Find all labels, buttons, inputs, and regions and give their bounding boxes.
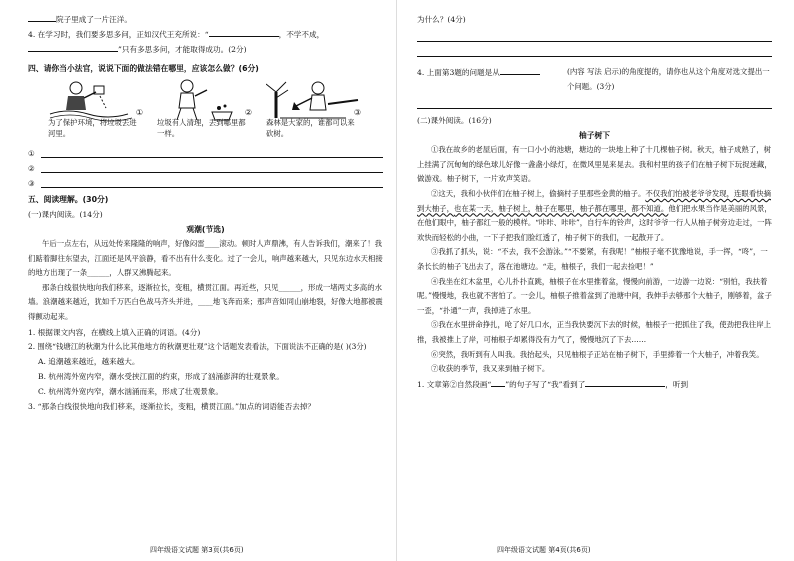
question-4 xyxy=(417,65,772,80)
text: ，听到 xyxy=(665,379,689,389)
passage-paragraph-1: 午后一点左右，从远处传来隆隆的响声，好像闷雷____滚动。顿时人声鼎沸，有人告诉我们，潮来了！我们踮着脚往东望去，江面还是风平浪静，看不出有什么变化。过了一会儿，响声越来越大，只见东边水天相接的地方出现了一条______，人群又沸腾起来。 xyxy=(28,239,383,278)
subsection-1: (一)课内阅读。(14分) xyxy=(28,210,103,219)
question-3-cont: 为什么？(4分) xyxy=(417,15,466,24)
answer-field[interactable] xyxy=(41,147,383,158)
answer-field[interactable] xyxy=(41,177,383,188)
passage-paragraph-2 xyxy=(417,187,772,245)
passage-paragraph-2: 那条白线很快地向我们移来，逐渐拉长，变粗，横贯江面。再近些，只见______，形成一堵两丈多高的水墙。浪潮越来越近，犹如千万匹白色战马齐头并进，____地飞奔而来；那声音如同山崩地裂，好像大地都被震得颤动起来。 xyxy=(28,282,383,321)
option-c: C. 杭州湾外宽内窄，潮水汹涌而来，形成了壮观景象。 xyxy=(38,387,224,397)
text: 他们把水果当作是美丽的风景，在他们眼中，柚子都红一般的模样。“咔咔、咔咔”，自行车的铃声，这时爷爷一行人从柚子树旁边走过，一阵欢快而轻松的小曲，一下子把我们脸红透了，柚子树下的我们，一起散开了。 xyxy=(417,203,772,242)
text: 院子里成了一片汪洋。 xyxy=(56,15,132,24)
answer-field[interactable] xyxy=(417,42,772,57)
text: ”只有多思多问，才能取得成功。(2分) xyxy=(118,45,247,54)
picture-caption: 为了保护环境，将垃圾丢进河里。 xyxy=(48,118,137,138)
question-1 xyxy=(417,377,772,392)
fill-blank[interactable] xyxy=(491,377,505,387)
passage-paragraph-1: ①我在故乡的老屋后面，有一口小小的池塘，塘边的一块地上种了十几棵柚子树。秋天，柚子成熟了，树上挂满了沉甸甸的绿色球儿好像一盏盏小绿灯，在微风里晃来晃去。我和村里的孩子们在柚子树下玩捉迷藏，做游戏。柚子树下，一片欢声笑语。 xyxy=(417,145,772,184)
underlined-sentence: 不仅我们怕被老爷爷发现，连眼看快摘到大柚子， xyxy=(417,188,771,213)
answer-line-2 xyxy=(28,158,383,173)
text: 4. 在学习时，我们要多思多问，正如汉代王充所说：“ xyxy=(28,30,209,39)
answer-field[interactable] xyxy=(417,27,772,42)
question-3: 3. “那条白线很快地向我们移来，逐渐拉长，变粗，横贯江面。”加点的词语能否去掉？ xyxy=(28,402,315,412)
picture-caption: 垃圾有人清理，丢到哪里都一样。 xyxy=(157,118,246,138)
picture-1 xyxy=(48,78,143,139)
picture-number: ② xyxy=(244,108,252,117)
left-line-1 xyxy=(28,12,383,27)
picture-number: ③ xyxy=(353,108,361,117)
option-b: B. 杭州湾外宽内窄，潮水受挟江面的约束，形成了汹涌澎湃的壮观景象。 xyxy=(38,372,284,382)
answer-line-3 xyxy=(28,173,383,188)
text: 4. 上面第3题的问题是从 xyxy=(417,68,500,77)
underlined-sentence: 也在某一天，柚子树上，柚子在哪里，柚子都在哪里，都不知道。 xyxy=(453,203,669,213)
text: ① xyxy=(28,149,35,158)
text: ，不学不成， xyxy=(278,30,325,39)
question-4-cont: (内容 写法 启示)的角度提的，请你也从这个角度对选文提出一个问题。(3分) xyxy=(567,67,770,91)
picture-caption: 森林是大家的，谁都可以来砍树。 xyxy=(266,118,355,138)
text: ② xyxy=(28,164,35,173)
picture-2 xyxy=(157,78,252,139)
picture-number: ① xyxy=(135,108,143,117)
answer-lines xyxy=(28,143,383,188)
text: ”的句子写了“我”看到了 xyxy=(505,379,586,389)
page-footer: 四年级语文试题 第3页(共6页) xyxy=(150,546,244,554)
question-2: 2. 围绕“钱塘江的秋潮为什么比其他地方的秋潮更壮观”这个话题发表看法，下面说法不正确的是( )(3分) xyxy=(28,341,367,351)
text: 1. 文章第②自然段画“ xyxy=(417,379,492,389)
passage-paragraph-7: ⑦收获的季节，我又来到柚子树下。 xyxy=(431,364,550,374)
passage-title: 观潮(节选) xyxy=(186,225,225,234)
right-page xyxy=(397,0,794,561)
text: ③ xyxy=(28,179,35,188)
fill-blank[interactable] xyxy=(209,27,279,37)
section-4-heading: 四、请你当小法官，说说下面的做法错在哪里，应该怎么做？(6分) xyxy=(28,64,259,73)
answer-field[interactable] xyxy=(41,162,383,173)
judge-pictures xyxy=(48,78,383,139)
passage-paragraph-6: ⑥突然，我听到有人叫我。我抬起头，只见柚根子正站在柚子树下，手里捧着一个大柚子，冲着我笑。 xyxy=(431,349,764,359)
passage-paragraph-4: ④我坐在红木盆里，心儿扑扑直跳，柚根子在水里推着盆，慢慢向前游，一边游一边说：“别怕，我扶着呢。”慢慢地，我也就不害怕了。一会儿，柚根子推着盆到了池塘中间，我伸手去够那个大柚子，刚够着，盆子一歪，“扑通”一声，我掉进了水里。 xyxy=(417,276,772,315)
page-footer: 四年级语文试题 第4页(共6页) xyxy=(497,546,591,554)
passage-paragraph-5: ⑤我在水里拼命挣扎，呛了好几口水，正当我快要沉下去的时候，柚根子一把抓住了我，使劲把我往岸上推，我被推上了岸，可柚根子却累得没有力气了，慢慢地沉了下去…… xyxy=(417,320,771,344)
question-1: 1. 根据课文内容，在横线上填入正确的词语。(4分) xyxy=(28,327,201,337)
fill-blank[interactable] xyxy=(28,12,56,22)
text: ②这天，我和小伙伴们在柚子树上，偷摘村子里那些金黄的柚子。 xyxy=(431,188,646,198)
fill-blank[interactable] xyxy=(500,65,540,75)
question-4-cont xyxy=(28,42,383,57)
answer-line-1 xyxy=(28,143,383,158)
section-5-heading: 五、阅读理解。(30分) xyxy=(28,195,109,204)
passage-paragraph-3: ③我抓了抓头，说：“不去，我不会游泳。”“不要紧，有我呢！”柚根子毫不犹豫地说，手一挥，“咚”，一条长长的柚子飞出去了，落在池塘边。“走，柚根子，我们一起去捡吧！” xyxy=(417,247,768,271)
answer-field[interactable] xyxy=(417,94,772,109)
passage-title: 柚子树下 xyxy=(578,131,611,141)
subsection-2: (二)课外阅读。(16分) xyxy=(417,116,492,126)
question-4 xyxy=(28,27,383,42)
picture-3 xyxy=(266,78,361,139)
option-a: A. 追潮越来越近，越来越大。 xyxy=(38,357,140,367)
fill-blank[interactable] xyxy=(585,377,665,387)
fill-blank[interactable] xyxy=(28,42,118,52)
